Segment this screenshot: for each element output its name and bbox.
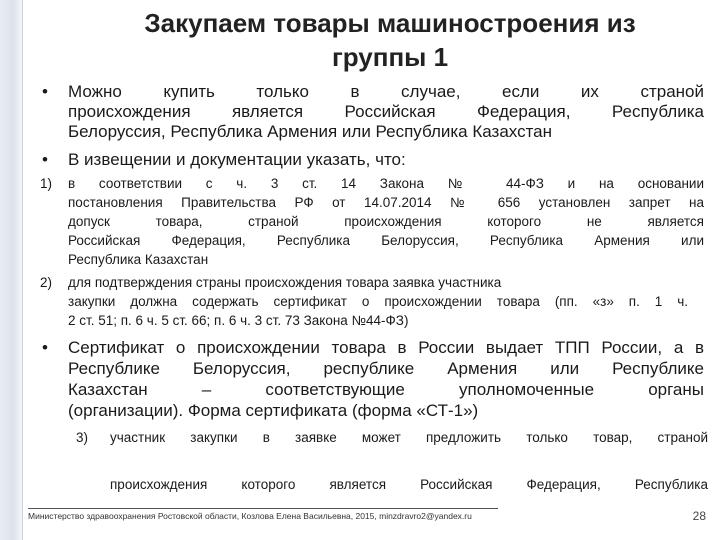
bullet-3-line-2: Республике Белоруссия, республике Армения или Республике bbox=[68, 359, 704, 378]
bullet-2-line-1: В извещении и документации указать, что: bbox=[68, 150, 406, 169]
title-line-2: группы 1 bbox=[331, 42, 449, 72]
slide-title bbox=[60, 6, 720, 74]
footer-divider bbox=[28, 508, 498, 509]
item-1-line-4: Российская Федерация, Республика Белоруссия, Республика Армения или bbox=[68, 233, 704, 248]
page-number: 28 bbox=[692, 509, 706, 523]
bullet-3-line-4: (организации). Форма сертификата (форма «СТ-1») bbox=[68, 401, 479, 420]
item-1-line-3: допуск товара, страной происхождения которого не является bbox=[68, 214, 704, 229]
item-1-line-2: постановления Правительства РФ от 14.07.2014 № 656 установлен запрет на bbox=[68, 195, 704, 210]
footer-credits: Министерство здравоохранения Ростовской области, Козлова Елена Васильевна, 2015, minzdravro2@yandex.ru bbox=[28, 511, 472, 521]
item-2-line-1: для подтверждения страны происхождения товара заявка участника bbox=[68, 275, 502, 290]
bullet-1-line-1: Можно купить только в случае, если их страной bbox=[68, 82, 704, 101]
item-3-line-2: происхождения которого является Российская Федерация, Республика bbox=[110, 477, 708, 492]
item-3-line-1: участник закупки в заявке может предложить только товар, страной bbox=[110, 430, 708, 445]
item-2-line-2: закупки должна содержать сертификат о происхождении товара (пп. «з» п. 1 ч. bbox=[68, 294, 688, 309]
bullet-3-marker: • bbox=[42, 338, 48, 357]
left-decorative-frame bbox=[0, 0, 23, 540]
item-1-line-1: в соответствии с ч. 3 ст. 14 Закона № 44-ФЗ и на основании bbox=[68, 176, 704, 191]
bullet-1-line-3: Белоруссия, Республика Армения или Республика Казахстан bbox=[68, 122, 553, 141]
item-1-marker: 1) bbox=[40, 176, 53, 191]
bullet-1-line-2: происхождения является Российская Федерация, Республика bbox=[68, 102, 704, 121]
item-2-line-3: 2 ст. 51; п. 6 ч. 5 ст. 66; п. 6 ч. 3 ст. 73 Закона №44-ФЗ) bbox=[68, 313, 409, 328]
bullet-3-line-1: Сертификат о происхождении товара в России выдает ТПП России, а в bbox=[68, 338, 704, 357]
bullet-3-line-3: Казахстан – соответствующие уполномоченные органы bbox=[68, 380, 704, 399]
item-1-line-5: Республика Казахстан bbox=[68, 252, 209, 267]
title-line-1: Закупаем товары машиностроения из bbox=[144, 8, 636, 38]
bullet-2-marker: • bbox=[42, 150, 48, 169]
item-3-marker: 3) bbox=[76, 430, 89, 445]
item-2-marker: 2) bbox=[40, 275, 53, 290]
bullet-1-marker: • bbox=[42, 82, 48, 101]
